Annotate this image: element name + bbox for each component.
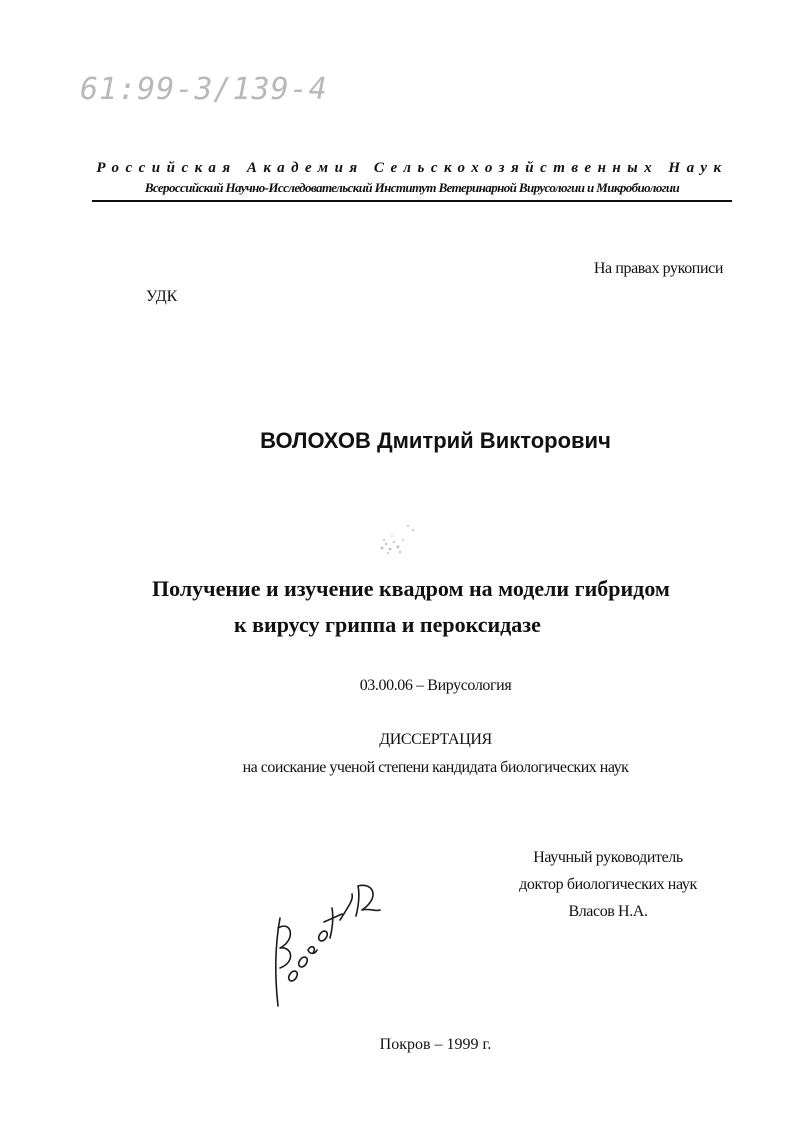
advisor-role: Научный руководитель xyxy=(533,849,683,866)
degree-line: на соискание ученой степени кандидата биологических наук xyxy=(242,759,629,776)
scan-artifact xyxy=(370,518,430,558)
advisor-degree: доктор биологических наук xyxy=(519,876,697,893)
header-rule xyxy=(92,200,732,202)
author-name: ВОЛОХОВ Дмитрий Викторович xyxy=(260,428,611,453)
udk-label: УДК xyxy=(146,288,178,305)
handwritten-signature xyxy=(262,870,392,1020)
advisor-block xyxy=(478,844,738,925)
academy-name: Российская Академия Сельскохозяйственных Наук xyxy=(96,160,728,176)
institute-name: Всероссийский Научно-Исследовательский Институт Ветеринарной Вирусологии и Микробиологии xyxy=(144,180,680,195)
specialty-code: 03.00.06 – Вирусология xyxy=(359,677,512,694)
dissertation-title-line-1: Получение и изучение квадром на модели гибридом xyxy=(152,576,670,601)
advisor-name: Власов Н.А. xyxy=(568,903,648,920)
place-and-year: Покров – 1999 г. xyxy=(379,1036,492,1053)
dissertation-label: ДИССЕРТАЦИЯ xyxy=(379,731,492,748)
dissertation-title-line-2: к вирусу гриппа и пероксидазе xyxy=(234,612,541,637)
manuscript-rights: На правах рукописи xyxy=(593,260,723,277)
archive-stamp: 61:99-3/139-4 xyxy=(80,72,328,107)
